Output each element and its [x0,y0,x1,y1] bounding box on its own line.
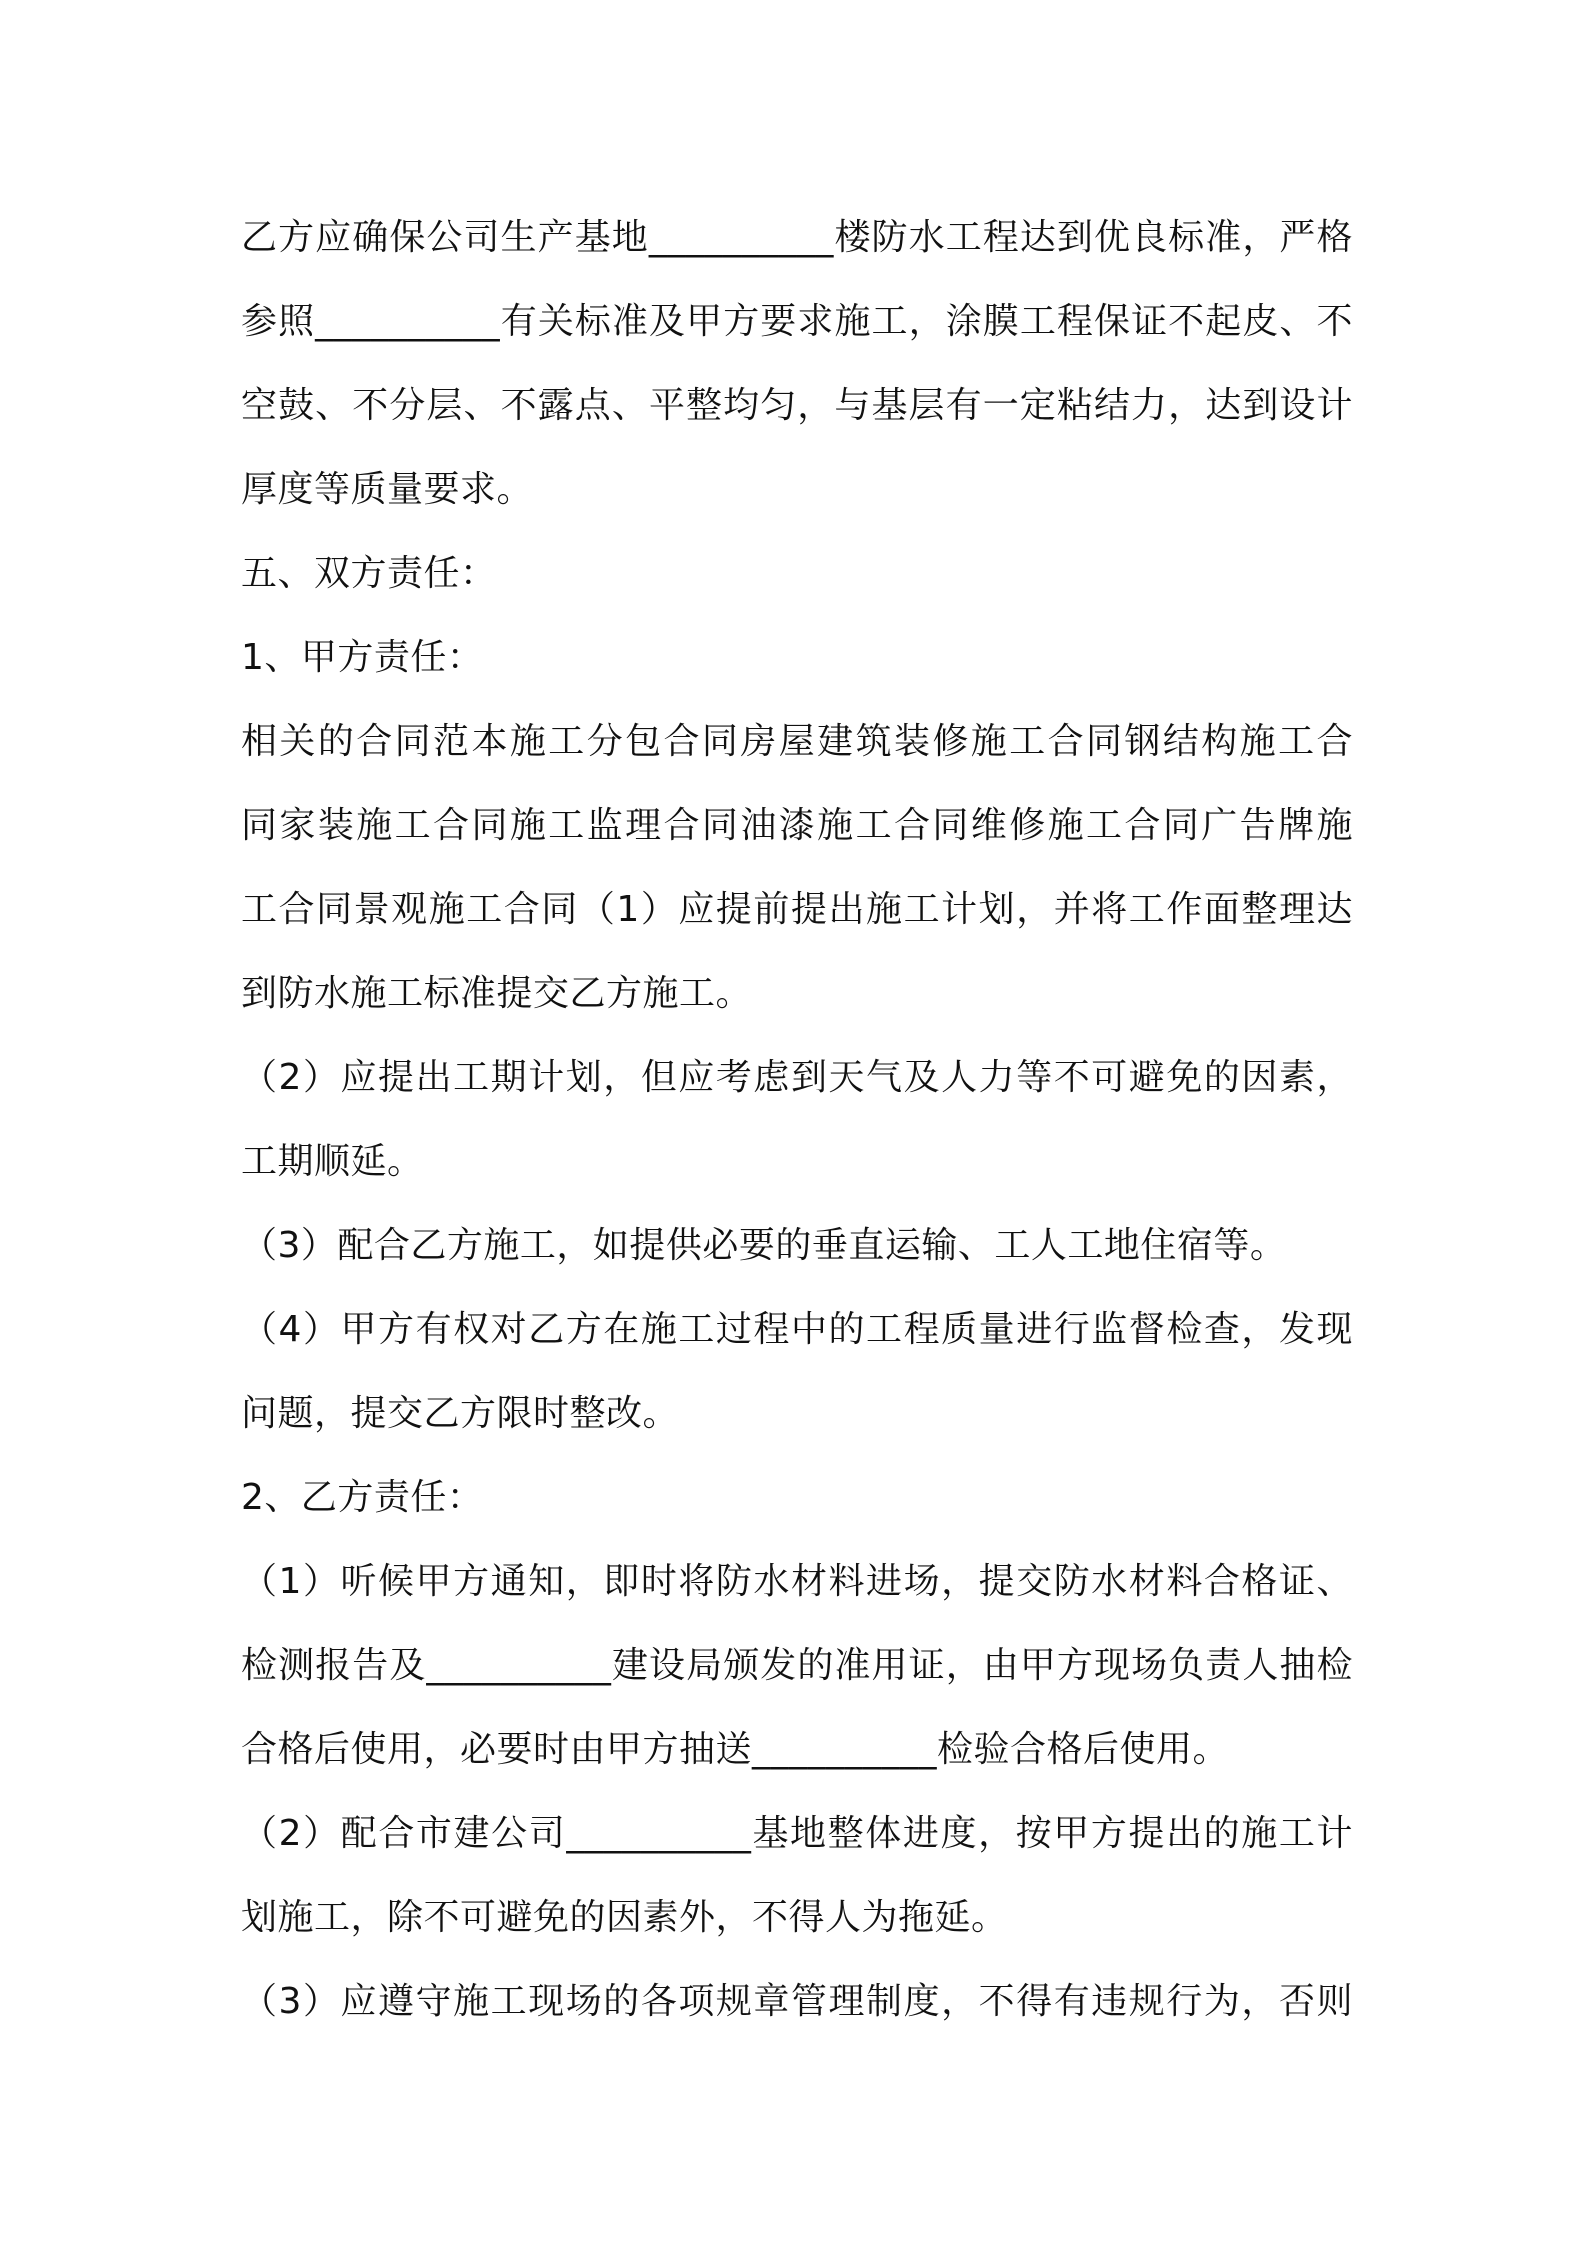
list-item-line: （2）应提出工期计划，但应考虑到天气及人力等不可避免的因素， [241,1057,1353,1098]
list-item-line: （4）甲方有权对乙方在施工过程中的工程质量进行监督检查，发现 [241,1309,1353,1350]
paragraph-line: 工合同景观施工合同（1）应提前提出施工计划，并将工作面整理达 [241,889,1353,930]
paragraph-line: 乙方应确保公司生产基地__________楼防水工程达到优良标准，严格 [241,217,1353,258]
list-item-line: 工期顺延。 [241,1141,424,1182]
section-heading: 五、双方责任： [241,553,497,594]
list-item-line: （2）配合市建公司__________基地整体进度，按甲方提出的施工计 [241,1813,1353,1854]
paragraph-line: 厚度等质量要求。 [241,469,534,510]
list-item-line: 合格后使用，必要时由甲方抽送__________检验合格后使用。 [241,1729,1230,1770]
document-body [241,196,1353,2044]
list-item-line: （3）应遵守施工现场的各项规章管理制度，不得有违规行为，否则 [241,1981,1353,2022]
paragraph-line: 参照__________有关标准及甲方要求施工，涂膜工程保证不起皮、不 [241,301,1353,342]
paragraph-line: 空鼓、不分层、不露点、平整均匀，与基层有一定粘结力，达到设计 [241,385,1353,426]
paragraph-line: 同家装施工合同施工监理合同油漆施工合同维修施工合同广告牌施 [241,805,1353,846]
list-item-line: （3）配合乙方施工，如提供必要的垂直运输、工人工地住宿等。 [241,1225,1287,1266]
list-item-line: 问题，提交乙方限时整改。 [241,1393,680,1434]
list-item-line: 划施工，除不可避免的因素外，不得人为拖延。 [241,1897,1008,1938]
paragraph-line: 相关的合同范本施工分包合同房屋建筑装修施工合同钢结构施工合 [241,721,1353,762]
subsection-heading: 2、乙方责任： [241,1477,484,1518]
subsection-heading: 1、甲方责任： [241,637,484,678]
list-item-line: 检测报告及__________建设局颁发的准用证，由甲方现场负责人抽检 [241,1645,1353,1686]
list-item-line: （1）听候甲方通知，即时将防水材料进场，提交防水材料合格证、 [241,1561,1353,1602]
paragraph-line: 到防水施工标准提交乙方施工。 [241,973,753,1014]
